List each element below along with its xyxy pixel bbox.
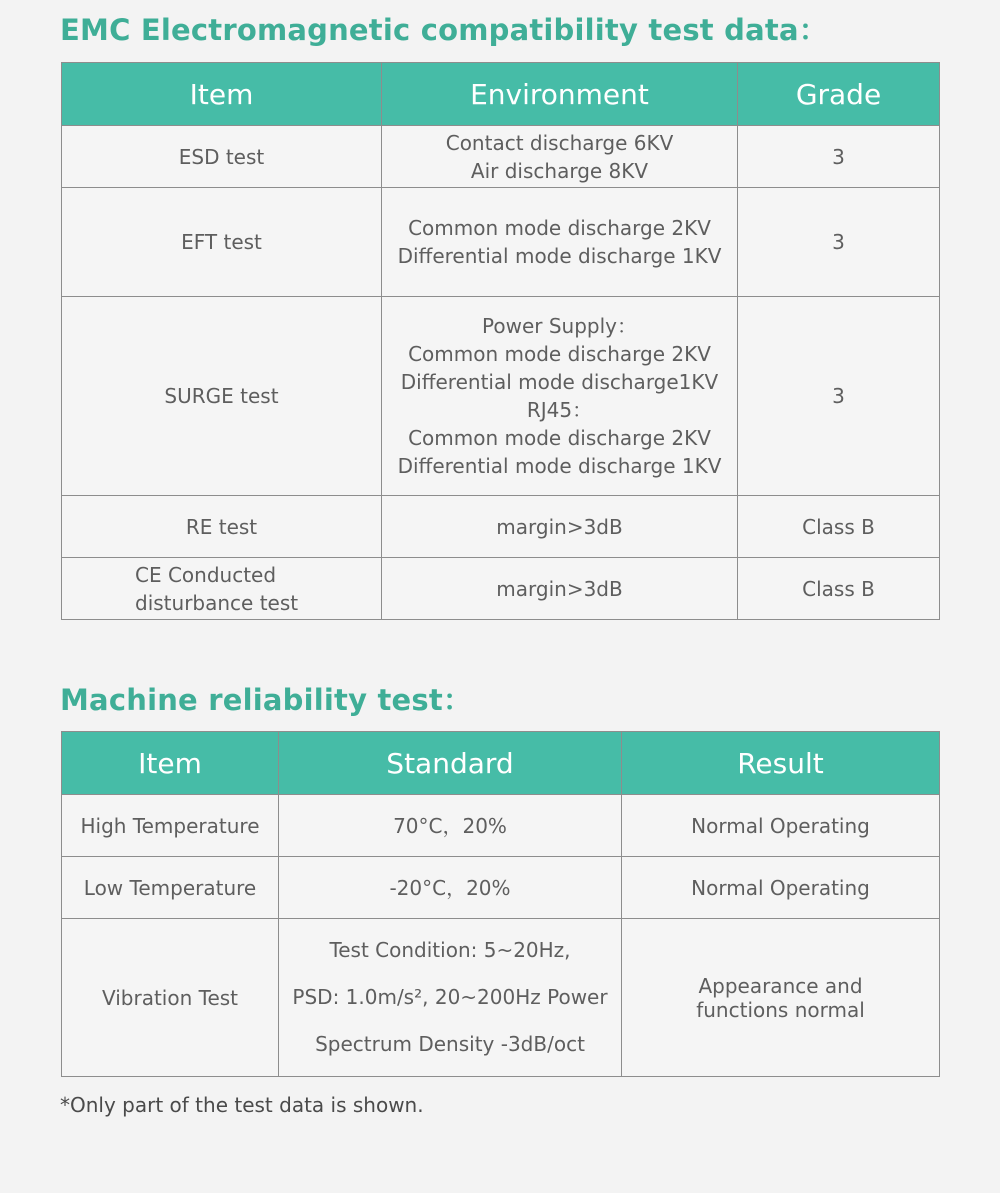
emc-test-table [61,62,940,620]
cell-environment: margin>3dB [382,558,738,620]
table-row [62,496,940,558]
column-header-result: Result [622,732,940,795]
cell-item: ESD test [62,126,382,188]
table-row [62,919,940,1077]
reliability-test-table [61,731,940,1077]
cell-result: Appearance and functions normal [622,919,940,1077]
footnote: *Only part of the test data is shown. [60,1093,424,1117]
column-header-standard: Standard [279,732,622,795]
column-header-grade: Grade [738,63,940,126]
cell-item: Vibration Test [62,919,279,1077]
cell-grade: Class B [738,558,940,620]
cell-grade: 3 [738,188,940,297]
cell-standard: Test Condition: 5~20Hz, PSD: 1.0m/s², 20~200Hz Power Spectrum Density -3dB/oct [279,919,622,1077]
cell-result: Normal Operating [622,795,940,857]
cell-item: RE test [62,496,382,558]
table-row [62,558,940,620]
cell-grade: 3 [738,126,940,188]
table-row [62,126,940,188]
column-header-item: Item [62,63,382,126]
cell-item: CE Conducted disturbance test [62,558,382,620]
cell-environment: Common mode discharge 2KV Differential mode discharge 1KV [382,188,738,297]
cell-item: Low Temperature [62,857,279,919]
reliability-section-title: Machine reliability test： [60,683,473,717]
cell-standard: -20°C，20% [279,857,622,919]
column-header-environment: Environment [382,63,738,126]
cell-environment: Contact discharge 6KV Air discharge 8KV [382,126,738,188]
cell-environment: Power Supply： Common mode discharge 2KV Differential mode discharge1KV RJ45： Common mode discharge 2KV Differential mode discharge 1KV [382,297,738,496]
cell-item: High Temperature [62,795,279,857]
cell-grade: 3 [738,297,940,496]
table-row [62,188,940,297]
emc-section-title: EMC Electromagnetic compatibility test data： [60,13,828,47]
cell-environment: margin>3dB [382,496,738,558]
cell-standard: 70°C，20% [279,795,622,857]
cell-item: EFT test [62,188,382,297]
table-header-row [62,732,940,795]
table-row [62,297,940,496]
table-header-row [62,63,940,126]
table-row [62,857,940,919]
cell-grade: Class B [738,496,940,558]
column-header-item: Item [62,732,279,795]
cell-result: Normal Operating [622,857,940,919]
table-row [62,795,940,857]
cell-item: SURGE test [62,297,382,496]
